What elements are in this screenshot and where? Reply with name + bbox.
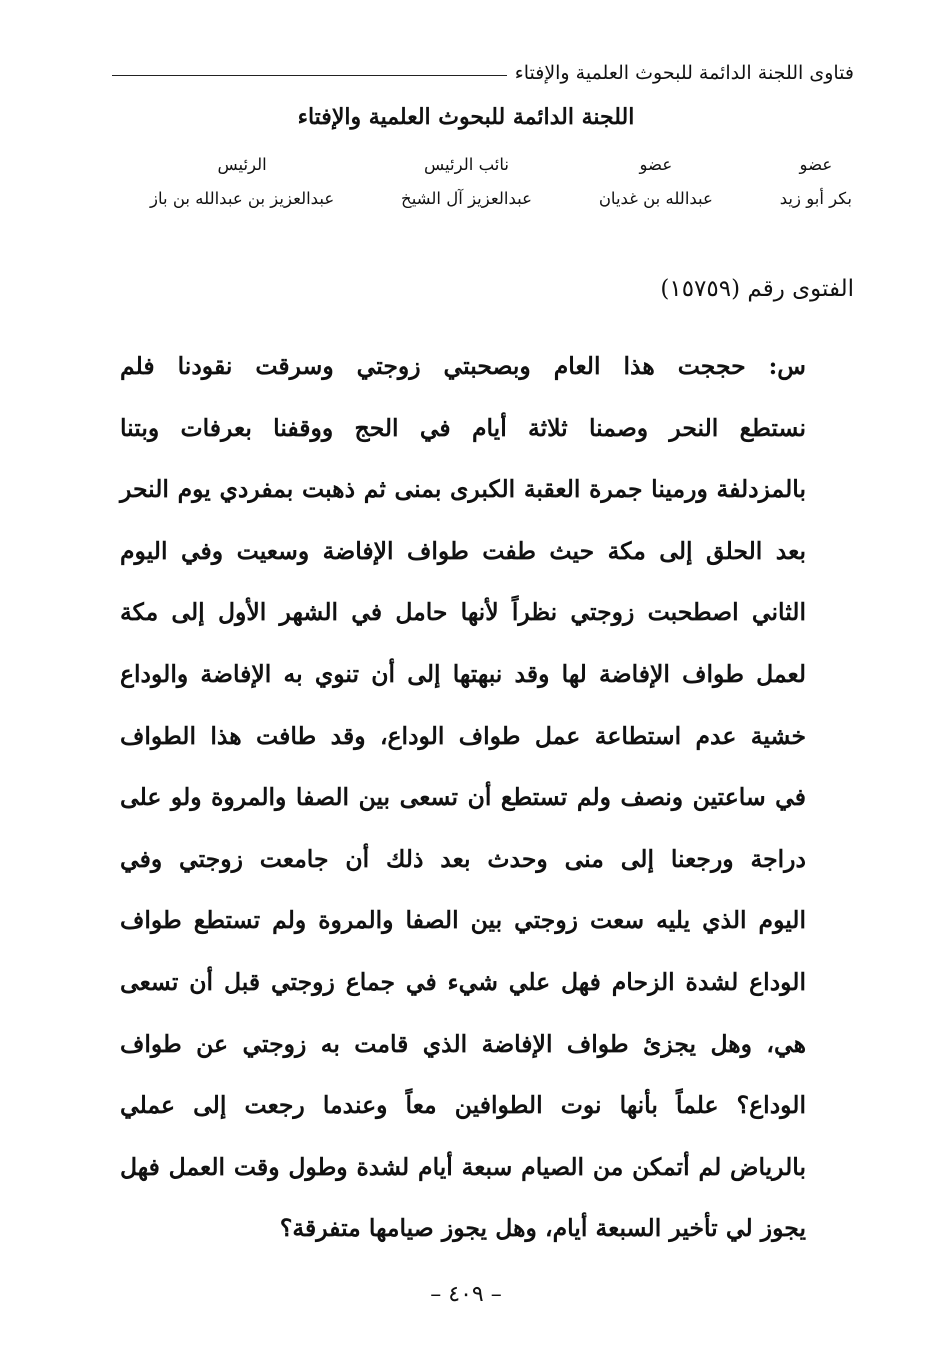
member-role: عضو [639,155,673,174]
question-line: لعمل طواف الإفاضة لها وقد نبهتها إلى أن تنوي به الإفاضة والوداع [120,659,806,688]
question-line: الثاني اصطحبت زوجتي نظراً لأنها حامل في الشهر الأول إلى مكة [120,598,806,627]
question-line: بالمزدلفة ورمينا جمرة العقبة الكبرى بمنى ثم ذهبت بمفردي يوم النحر [120,475,806,504]
committee-title: اللجنة الدائمة للبحوث العلمية والإفتاء [297,104,635,130]
question-line: يجوز لي تأخير السبعة أيام، وهل يجوز صيامها متفرقة؟ [279,1214,806,1243]
question-line: نستطع النحر وصمنا ثلاثة أيام في الحج ووقفنا بعرفات وبتنا [120,413,806,442]
member-name: عبدالعزيز بن عبدالله بن باز [150,189,335,208]
committee-members [150,150,852,214]
member-1 [780,150,852,214]
question-line: خشية عدم استطاعة عمل طواف الوداع، وقد طافت هذا الطواف [120,721,806,750]
question-line: هي، وهل يجزئ طواف الإفاضة الذي قامت به زوجتي عن طواف [120,1029,806,1058]
member-role: عضو [799,155,833,174]
member-2 [599,150,713,214]
member-name: عبدالله بن غديان [598,189,713,208]
member-name: بكر أبو زيد [779,189,852,208]
question-line: بالرياض لم أتمكن من الصيام سبعة أيام لشدة وطول وقت العمل فهل [120,1152,806,1181]
member-name: عبدالعزيز آل الشيخ [401,189,532,208]
question-line: الوداع لشدة الزحام فهل علي شيء في جماع زوجتي قبل أن تسعى [120,967,806,996]
member-role: نائب الرئيس [424,155,509,174]
question-line: دراجة ورجعنا إلى منى وحدث بعد ذلك أن جامعت زوجتي وفي [120,844,806,873]
page-number: – ٤٠٩ – [430,1282,502,1307]
member-role: الرئيس [217,155,267,174]
header-rule [112,75,507,76]
member-4 [150,150,334,214]
question-paragraph [120,336,806,1260]
question-line: الوداع؟ علماً بأنها نوت الطوافين معاً وعندما رجعت إلى عملي [120,1091,806,1120]
fatwa-number: الفتوى رقم (١٥٧٥٩) [660,276,854,302]
question-line: اليوم الذي يليه سعت زوجتي بين الصفا والمروة ولم تستطع طواف [120,906,806,935]
book-title: فتاوى اللجنة الدائمة للبحوث العلمية والإفتاء [514,62,854,84]
question-line: بعد الحلق إلى مكة حيث طفت طواف الإفاضة وسعيت وفي اليوم [120,536,806,565]
question-line: س: حججت هذا العام وبصحبتي زوجتي وسرقت نقودنا فلم [120,352,806,380]
question-line: في ساعتين ونصف ولم تستطع أن تسعى بين الصفا والمروة ولو على [120,783,806,812]
running-header [112,56,854,90]
member-3 [401,150,532,214]
